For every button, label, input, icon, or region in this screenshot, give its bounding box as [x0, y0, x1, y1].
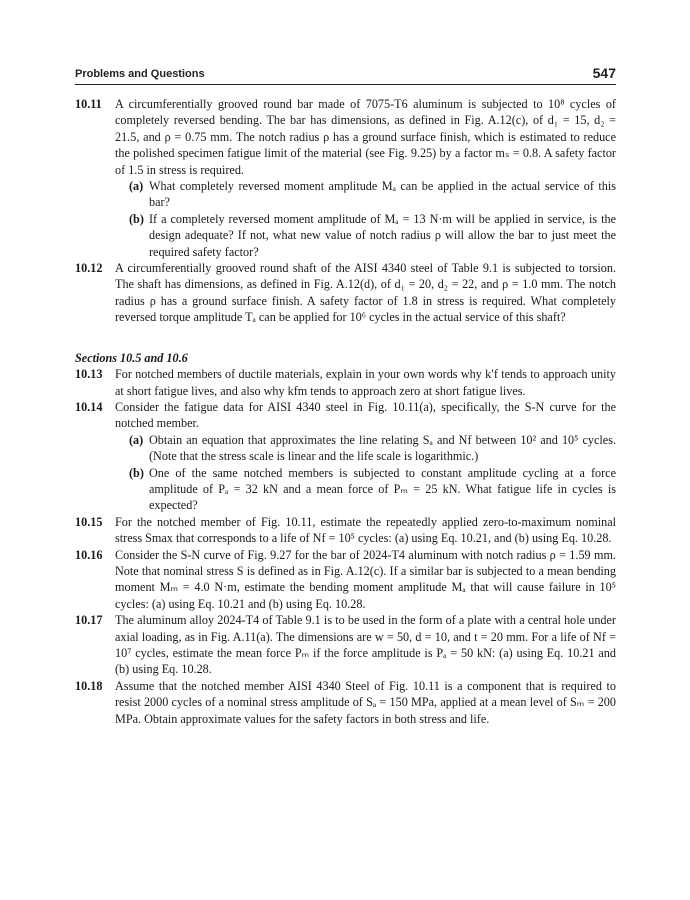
problem-number: 10.18	[75, 678, 103, 693]
header-title: Problems and Questions	[75, 68, 205, 80]
part-text: One of the same notched members is subjected to constant amplitude cycling at a force amplitude of Pₐ = 32 kN and a mean force of Pₘ = 25 kN. What fatigue life in cycles is expected?	[149, 465, 616, 513]
problem-item	[75, 612, 616, 678]
part-label: (a)	[129, 432, 144, 447]
part-text: What completely reversed moment amplitude Mₐ can be applied in the actual service of this bar?	[149, 179, 616, 210]
problem-number: 10.11	[75, 97, 102, 111]
problem-number: 10.16	[75, 547, 103, 562]
part-text: If a completely reversed moment amplitude of Mₐ = 13 N·m will be applied in service, is the design adequate? If not, what new value of notch radius ρ will allow the bar to just meet the required safety factor?	[149, 211, 616, 259]
problem-list-b	[75, 366, 616, 727]
part-label: (b)	[129, 211, 144, 226]
problem-item	[75, 96, 616, 260]
part-label: (a)	[129, 179, 144, 194]
problem-text: For the notched member of Fig. 10.11, estimate the repeatedly applied zero-to-maximum nominal stress Smax that corresponds to a life of Nf = 10⁵ cycles: (a) using Eq. 10.21, and (b) using Eq. 10.28.	[115, 514, 616, 546]
part-text: Obtain an equation that approximates the line relating Sₐ and Nf between 10² and 10⁵ cycles. (Note that the stress scale is linear and the life scale is logarithmic.)	[149, 432, 616, 464]
problem-part	[129, 178, 616, 211]
problem-item	[75, 399, 616, 514]
problem-text: For notched members of ductile materials, explain in your own words why k′f tends to approach unity at short fatigue lives, and also why kfm tends to approach zero at short fatigue lives.	[115, 367, 616, 398]
page-content	[75, 96, 616, 727]
problem-item	[75, 260, 616, 326]
problem-text: A circumferentially grooved round bar made of 7075-T6 aluminum is subjected to 10⁸ cycles of completely reversed bending. The bar has dimensions, as defined in Fig. A.12(c), of d₁ = 15, d₂ = 21.5, and ρ = 0.75 mm. The notch radius ρ has a ground surface finish, which is estimated to reduce the polished specimen fatigue limit of the material (see Fig. 9.25) by a factor mₛ = 0.8. A safety factor of 1.5 in stress is required.	[115, 97, 616, 177]
problem-part	[129, 211, 616, 260]
section-heading: Sections 10.5 and 10.6	[75, 350, 188, 365]
problem-item	[75, 547, 616, 613]
problem-number: 10.14	[75, 399, 103, 414]
problem-list-a	[75, 96, 616, 326]
problem-text: Consider the S-N curve of Fig. 9.27 for the bar of 2024-T4 aluminum with notch radius ρ = 1.59 mm. Note that nominal stress S is defined as in Fig. A.12(c). If a similar bar is subjected to a mean bending moment Mₘ = 4.0 N·m, estimate the bending moment amplitude Mₐ that will cause failure in 10⁵ cycles: (a) using Eq. 10.21 and (b) using Eq. 10.28.	[115, 547, 616, 611]
problem-text: Consider the fatigue data for AISI 4340 steel in Fig. 10.11(a), specifically, the S-N curve for the notched member.	[115, 399, 616, 431]
problem-part	[129, 432, 616, 465]
problem-number: 10.17	[75, 613, 103, 628]
problem-item	[75, 514, 616, 547]
problem-item	[75, 678, 616, 727]
problem-text: A circumferentially grooved round shaft of the AISI 4340 steel of Table 9.1 is subjected to torsion. The shaft has dimensions, as defined in Fig. A.12(d), of d₁ = 20, d₂ = 22, and ρ = 1.0 mm. The notch radius ρ has a ground surface finish. A safety factor of 1.8 in stress is required. What completely reversed torque amplitude Tₐ can be applied for 10⁶ cycles in the actual service of this shaft?	[115, 261, 616, 325]
problem-text: Assume that the notched member AISI 4340 Steel of Fig. 10.11 is a component that is required to resist 2000 cycles of a nominal stress amplitude of Sₐ = 150 MPa, applied at a mean level of Sₘ = 200 MPa. Obtain approximate values for the safety factors in both stress and life.	[115, 678, 616, 726]
part-label: (b)	[129, 465, 144, 480]
problem-part	[129, 465, 616, 514]
problem-number: 10.12	[75, 261, 103, 276]
problem-number: 10.15	[75, 514, 103, 529]
problem-number: 10.13	[75, 367, 103, 382]
problem-item	[75, 366, 616, 399]
problem-text: The aluminum alloy 2024-T4 of Table 9.1 is to be used in the form of a plate with a central hole under axial loading, as in Fig. A.11(a). The dimensions are w = 50, d = 10, and t = 20 mm. For a life of Nf = 10⁷ cycles, estimate the mean force Pₘ if the force amplitude is Pₐ = 50 kN: (a) using Eq. 10.21 and (b) using Eq. 10.28.	[115, 613, 616, 677]
page-number: 547	[592, 65, 616, 81]
running-header	[75, 64, 616, 85]
